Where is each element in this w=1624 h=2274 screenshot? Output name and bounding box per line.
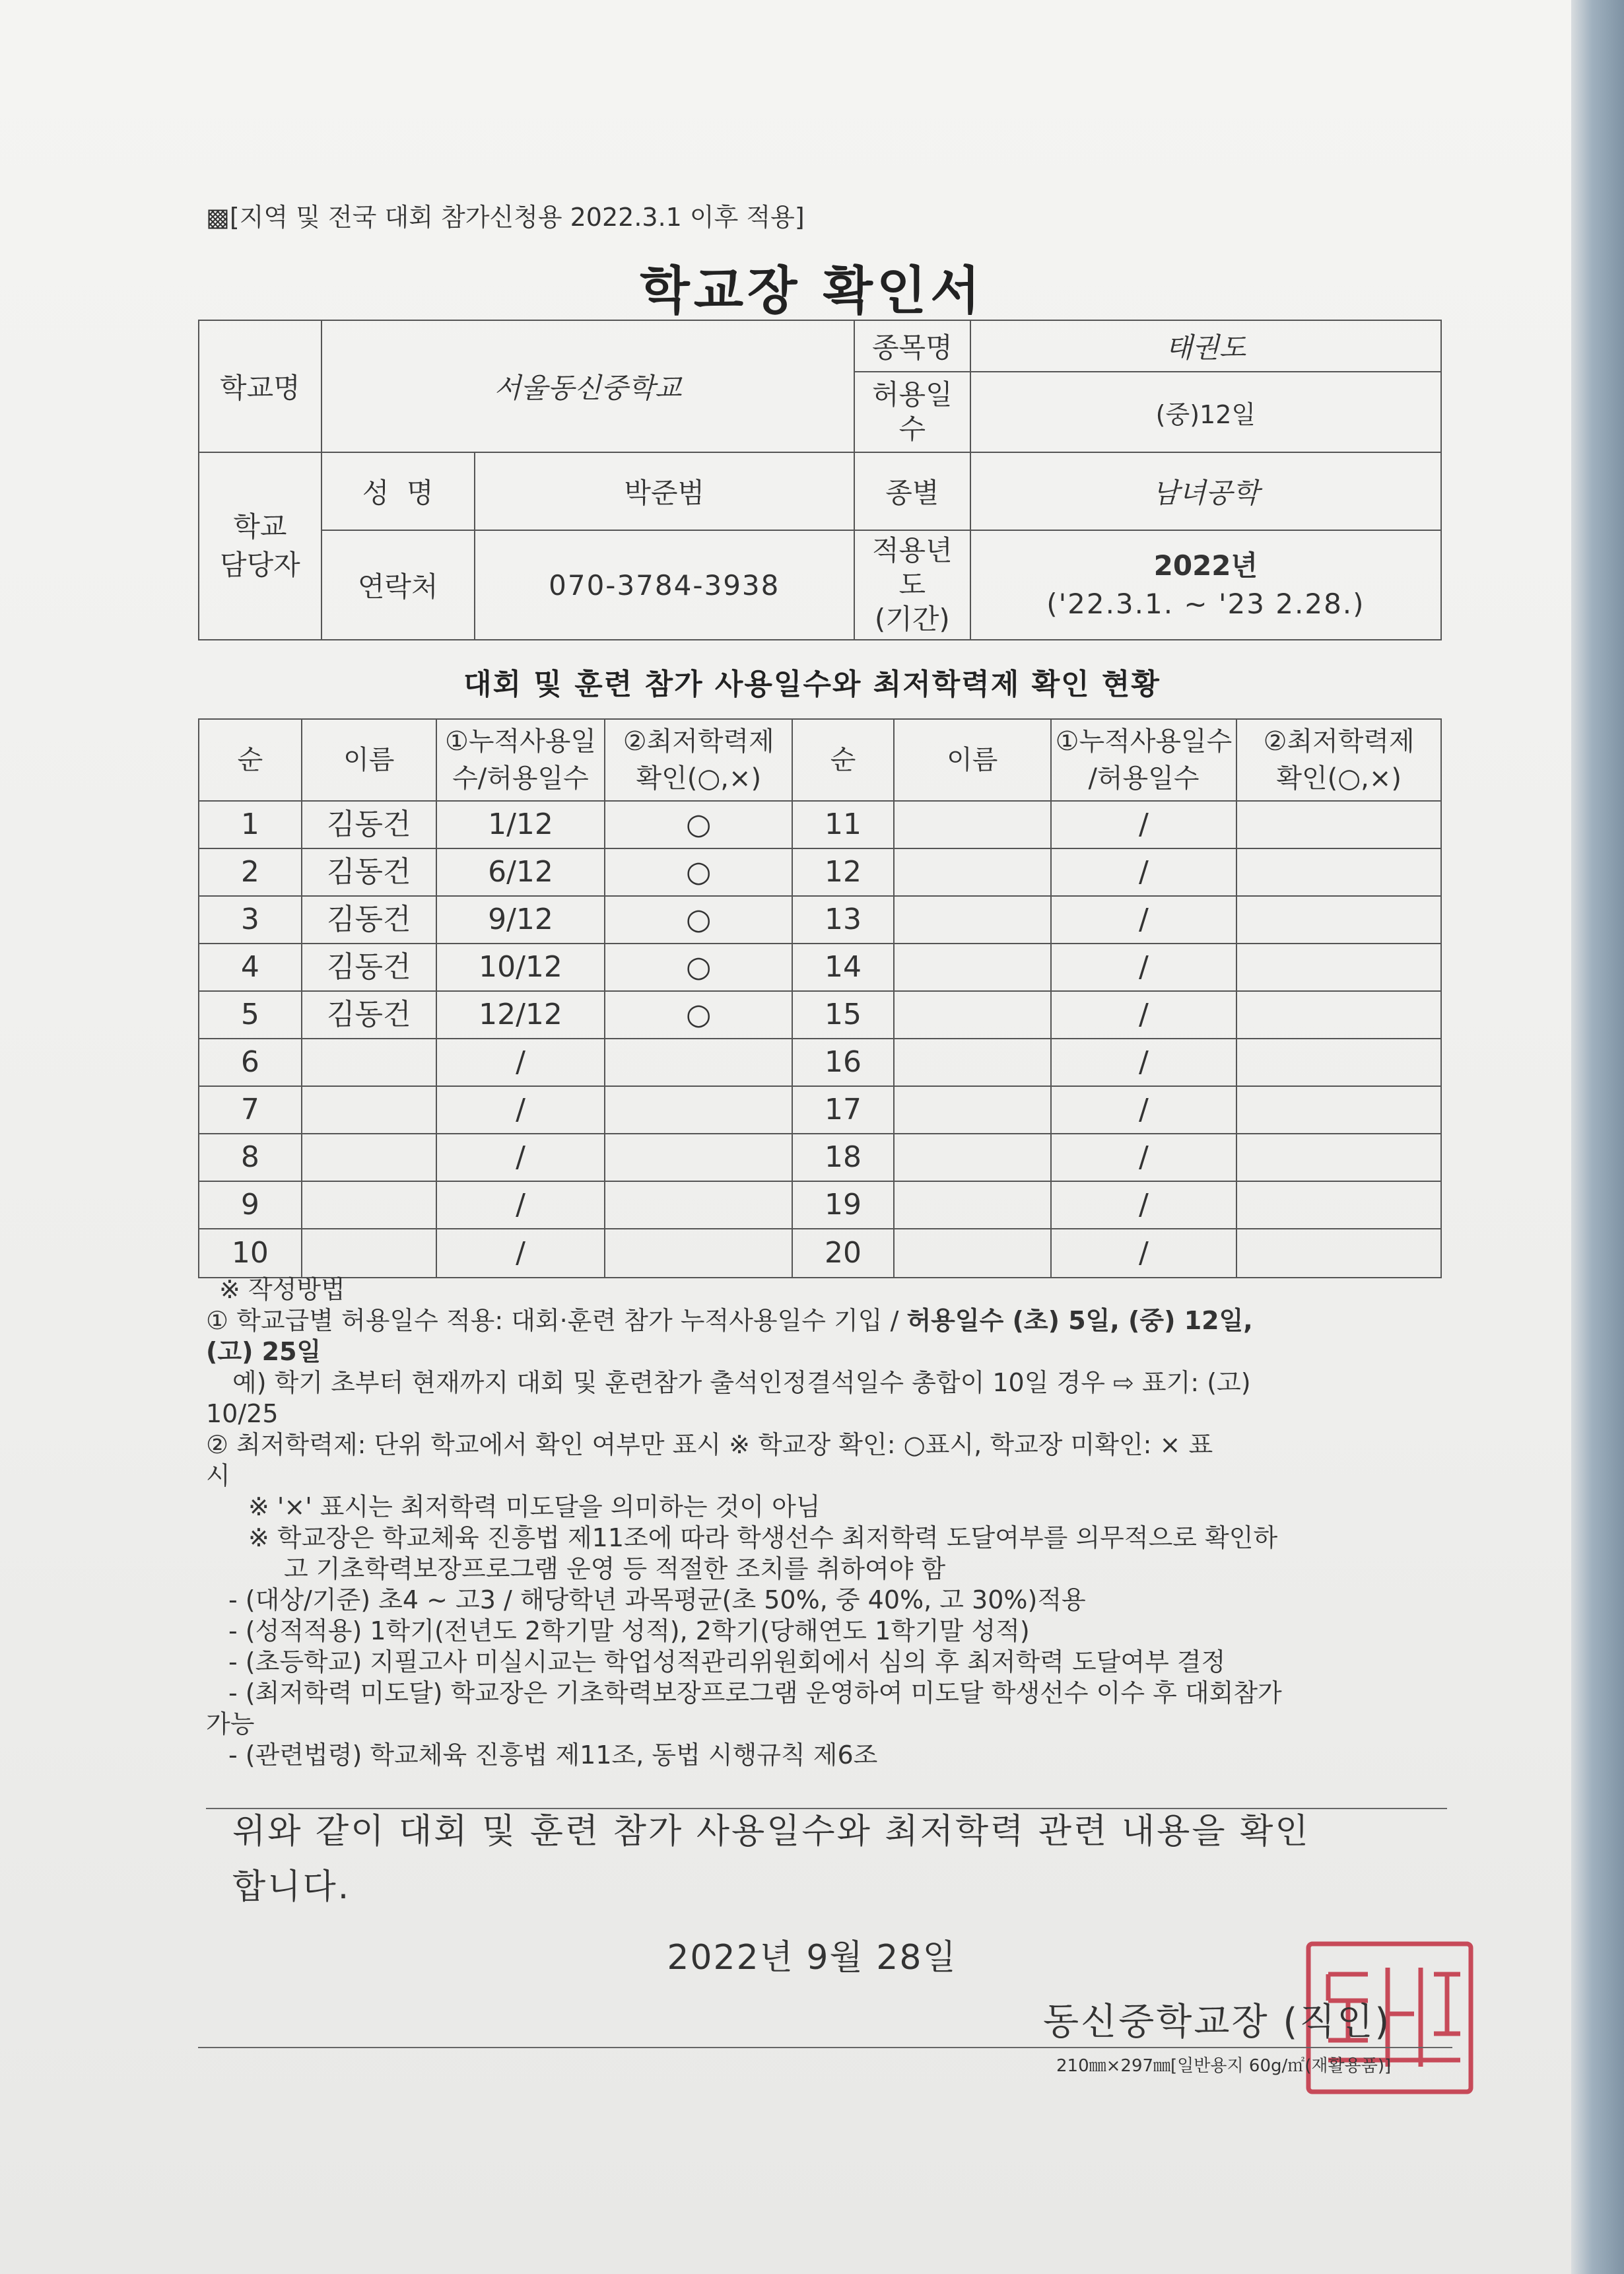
period-label (854, 530, 970, 640)
col-no: 순 (199, 719, 302, 801)
row-no: 6 (199, 1039, 302, 1086)
row-days: 12/12 (436, 991, 605, 1039)
row-days: / (436, 1134, 605, 1181)
manager-label-line2: 담당자 (220, 549, 300, 581)
contact-value: 070-3784-3938 (475, 530, 854, 640)
row-days-right: / (1051, 1086, 1237, 1134)
note-line (206, 1336, 1447, 1367)
row-no-right: 19 (792, 1181, 894, 1229)
confirmation-statement (232, 1804, 1447, 1915)
table-row (199, 1134, 1441, 1181)
row-name: 김동건 (302, 801, 436, 848)
row-check (605, 1039, 792, 1086)
status-table-body (199, 801, 1441, 1278)
col-name-right: 이름 (894, 719, 1051, 801)
row-check-right (1236, 1181, 1441, 1229)
row-check: ○ (605, 848, 792, 896)
note-line (206, 1305, 1447, 1336)
row-no-right: 17 (792, 1086, 894, 1134)
row-name-right (894, 1039, 1051, 1086)
row-check: ○ (605, 991, 792, 1039)
row-name-right (894, 896, 1051, 944)
row-days: 9/12 (436, 896, 605, 944)
row-no-right: 20 (792, 1229, 894, 1278)
row-name-right (894, 1134, 1051, 1181)
allowed-days-label-line1: 허용일 (871, 378, 953, 411)
status-table (198, 718, 1442, 1278)
col-days (436, 719, 605, 801)
person-name-value: 박준범 (475, 452, 854, 530)
sport-value: 태권도 (970, 320, 1441, 372)
table-row (199, 1229, 1441, 1278)
col-no-right: 순 (792, 719, 894, 801)
status-section-title: 대회 및 훈련 참가 사용일수와 최저학력제 확인 현황 (463, 668, 1161, 701)
row-days: 10/12 (436, 944, 605, 991)
row-check-right (1236, 1229, 1441, 1278)
row-check-right (1236, 991, 1441, 1039)
row-check-right (1236, 848, 1441, 896)
status-table-header (199, 719, 1441, 801)
note-line: - (대상/기준) 초4 ~ 고3 / 해당학년 과목평균(초 50%, 중 40%, 고 30%)적용 (228, 1585, 1086, 1614)
note-text-bold: (고) 25일 (206, 1337, 321, 1366)
allowed-days-value: (중)12일 (970, 372, 1441, 452)
col-check-right (1236, 719, 1441, 801)
col-check-line1: ②최저학력제 (623, 726, 774, 757)
paper-spec: 210㎜×297㎜[일반용지 60g/㎡(재활용품)] (1056, 2056, 1392, 2076)
row-days: / (436, 1181, 605, 1229)
row-no: 8 (199, 1134, 302, 1181)
note-line: ② 최저학력제: 단위 학교에서 확인 여부만 표시 ※ 학교장 확인: ○표시, 학교장 미확인: × 표 (206, 1430, 1213, 1459)
row-days-right: / (1051, 801, 1237, 848)
col-days-line2: 수/허용일수 (452, 763, 589, 794)
row-days-right: / (1051, 896, 1237, 944)
row-days-right: / (1051, 1134, 1237, 1181)
person-name-label: 성 명 (321, 452, 475, 530)
row-check-right (1236, 944, 1441, 991)
row-days-right: / (1051, 991, 1237, 1039)
note-line: ※ '×' 표시는 최저학력 미도달을 의미하는 것이 아님 (248, 1492, 821, 1521)
row-days: / (436, 1086, 605, 1134)
note-line: - (최저학력 미도달) 학교장은 기초학력보장프로그램 운영하여 미도달 학생선수 이수 후 대회참가 (228, 1678, 1282, 1707)
row-no: 10 (199, 1229, 302, 1278)
table-row (199, 801, 1441, 848)
col-days-line1: ①누적사용일 (444, 726, 597, 757)
writing-instructions (206, 1274, 1447, 1771)
row-no: 2 (199, 848, 302, 896)
period-label-line3: (기간) (874, 603, 950, 635)
note-line: 고 기초학력보장프로그램 운영 등 적절한 조치를 취하여야 함 (284, 1554, 946, 1583)
period-label-line2: 도 (898, 568, 926, 601)
row-no-right: 11 (792, 801, 894, 848)
row-no-right: 14 (792, 944, 894, 991)
contact-label: 연락처 (321, 530, 475, 640)
row-no-right: 16 (792, 1039, 894, 1086)
row-name-right (894, 801, 1051, 848)
info-table (198, 320, 1442, 640)
row-days: / (436, 1229, 605, 1278)
row-days: 6/12 (436, 848, 605, 896)
note-text-bold: 허용일수 (초) 5일, (중) 12일, (906, 1306, 1253, 1335)
note-line: - (초등학교) 지필고사 미실시교는 학업성적관리위원회에서 심의 후 최저학력 도달여부 결정 (228, 1647, 1226, 1676)
row-check (605, 1134, 792, 1181)
col-check-line2: 확인(○,×) (636, 763, 762, 794)
row-no-right: 18 (792, 1134, 894, 1181)
table-row (199, 1086, 1441, 1134)
confirmation-line2: 합니다. (232, 1867, 351, 1907)
col-check (605, 719, 792, 801)
gender-value: 남녀공학 (970, 452, 1441, 530)
row-name-right (894, 1229, 1051, 1278)
col-name: 이름 (302, 719, 436, 801)
gender-label: 종별 (854, 452, 970, 530)
row-name (302, 1086, 436, 1134)
note-line: - (성적적용) 1학기(전년도 2학기말 성적), 2학기(당해연도 1학기말 성적) (228, 1616, 1030, 1645)
notes-heading: ※ 작성방법 (219, 1275, 345, 1304)
manager-label-line1: 학교 (233, 510, 287, 543)
row-check-right (1236, 896, 1441, 944)
row-name (302, 1039, 436, 1086)
col-days-right-line1: ①누적사용일수 (1055, 726, 1233, 757)
period-label-line1: 적용년 (871, 534, 953, 567)
period-value (970, 530, 1441, 640)
row-no-right: 15 (792, 991, 894, 1039)
form-usage-note: ▩[지역 및 전국 대회 참가신청용 2022.3.1 이후 적용] (206, 203, 805, 232)
allowed-days-label (854, 372, 970, 452)
row-no: 9 (199, 1181, 302, 1229)
table-row (199, 991, 1441, 1039)
year-value: 2022년 (1153, 549, 1258, 582)
row-no-right: 12 (792, 848, 894, 896)
row-no: 5 (199, 991, 302, 1039)
school-name-value: 서울동신중학교 (321, 320, 854, 452)
row-name (302, 1181, 436, 1229)
note-text: ① 학교급별 허용일수 적용: 대회·훈련 참가 누적사용일수 기입 / (206, 1306, 907, 1335)
note-line: 시 (206, 1461, 230, 1490)
footer-divider (198, 2047, 1452, 2048)
table-row (199, 944, 1441, 991)
row-check: ○ (605, 944, 792, 991)
seal-glyph (1388, 1968, 1460, 2067)
row-name: 김동건 (302, 896, 436, 944)
row-days-right: / (1051, 1229, 1237, 1278)
row-check-right (1236, 1134, 1441, 1181)
row-days-right: / (1051, 1181, 1237, 1229)
note-line: - (관련법령) 학교체육 진흥법 제11조, 동법 시행규칙 제6조 (228, 1740, 878, 1770)
table-row (199, 896, 1441, 944)
row-days: / (436, 1039, 605, 1086)
sport-label: 종목명 (854, 320, 970, 372)
col-check-right-line2: 확인(○,×) (1276, 763, 1402, 794)
row-name-right (894, 991, 1051, 1039)
row-check: ○ (605, 896, 792, 944)
col-check-right-line1: ②최저학력제 (1263, 726, 1415, 757)
table-row (199, 1039, 1441, 1086)
row-days-right: / (1051, 848, 1237, 896)
row-name-right (894, 944, 1051, 991)
row-check (605, 1086, 792, 1134)
row-check (605, 1229, 792, 1278)
row-name: 김동건 (302, 944, 436, 991)
row-days: 1/12 (436, 801, 605, 848)
issue-date: 2022년 9월 28일 (667, 1938, 957, 1978)
table-row (199, 1181, 1441, 1229)
row-name-right (894, 848, 1051, 896)
row-name (302, 1134, 436, 1181)
document-title: 학교장 확인서 (640, 261, 984, 321)
row-no: 7 (199, 1086, 302, 1134)
row-check (605, 1181, 792, 1229)
row-no: 3 (199, 896, 302, 944)
col-days-right-line2: /허용일수 (1088, 763, 1200, 794)
row-no: 4 (199, 944, 302, 991)
row-check: ○ (605, 801, 792, 848)
table-row (199, 848, 1441, 896)
period-range: ('22.3.1. ~ '23 2.28.) (1046, 588, 1365, 620)
row-check-right (1236, 801, 1441, 848)
row-name-right (894, 1086, 1051, 1134)
row-check-right (1236, 1086, 1441, 1134)
col-days-right (1051, 719, 1237, 801)
note-line: 가능 (206, 1709, 255, 1739)
row-check-right (1236, 1039, 1441, 1086)
school-name-label: 학교명 (199, 320, 321, 452)
note-line: ※ 학교장은 학교체육 진흥법 제11조에 따라 학생선수 최저학력 도달여부를 의무적으로 확인하 (248, 1523, 1278, 1552)
row-name: 김동건 (302, 848, 436, 896)
note-line: 예) 학기 초부터 현재까지 대회 및 훈련참가 출석인정결석일수 총합이 10일 경우 ⇨ 표기: (고) (232, 1368, 1251, 1397)
allowed-days-label-line2: 수 (898, 413, 926, 445)
principal-signature: 동신중학교장 (직인) (1043, 2001, 1392, 2044)
confirmation-line1: 위와 같이 대회 및 훈련 참가 사용일수와 최저학력 관련 내용을 확인 (232, 1812, 1310, 1851)
row-name-right (894, 1181, 1051, 1229)
row-no: 1 (199, 801, 302, 848)
row-days-right: / (1051, 1039, 1237, 1086)
row-no-right: 13 (792, 896, 894, 944)
note-line: 10/25 (206, 1399, 279, 1428)
row-days-right: / (1051, 944, 1237, 991)
row-name (302, 1229, 436, 1278)
row-name: 김동건 (302, 991, 436, 1039)
manager-label (199, 452, 321, 640)
